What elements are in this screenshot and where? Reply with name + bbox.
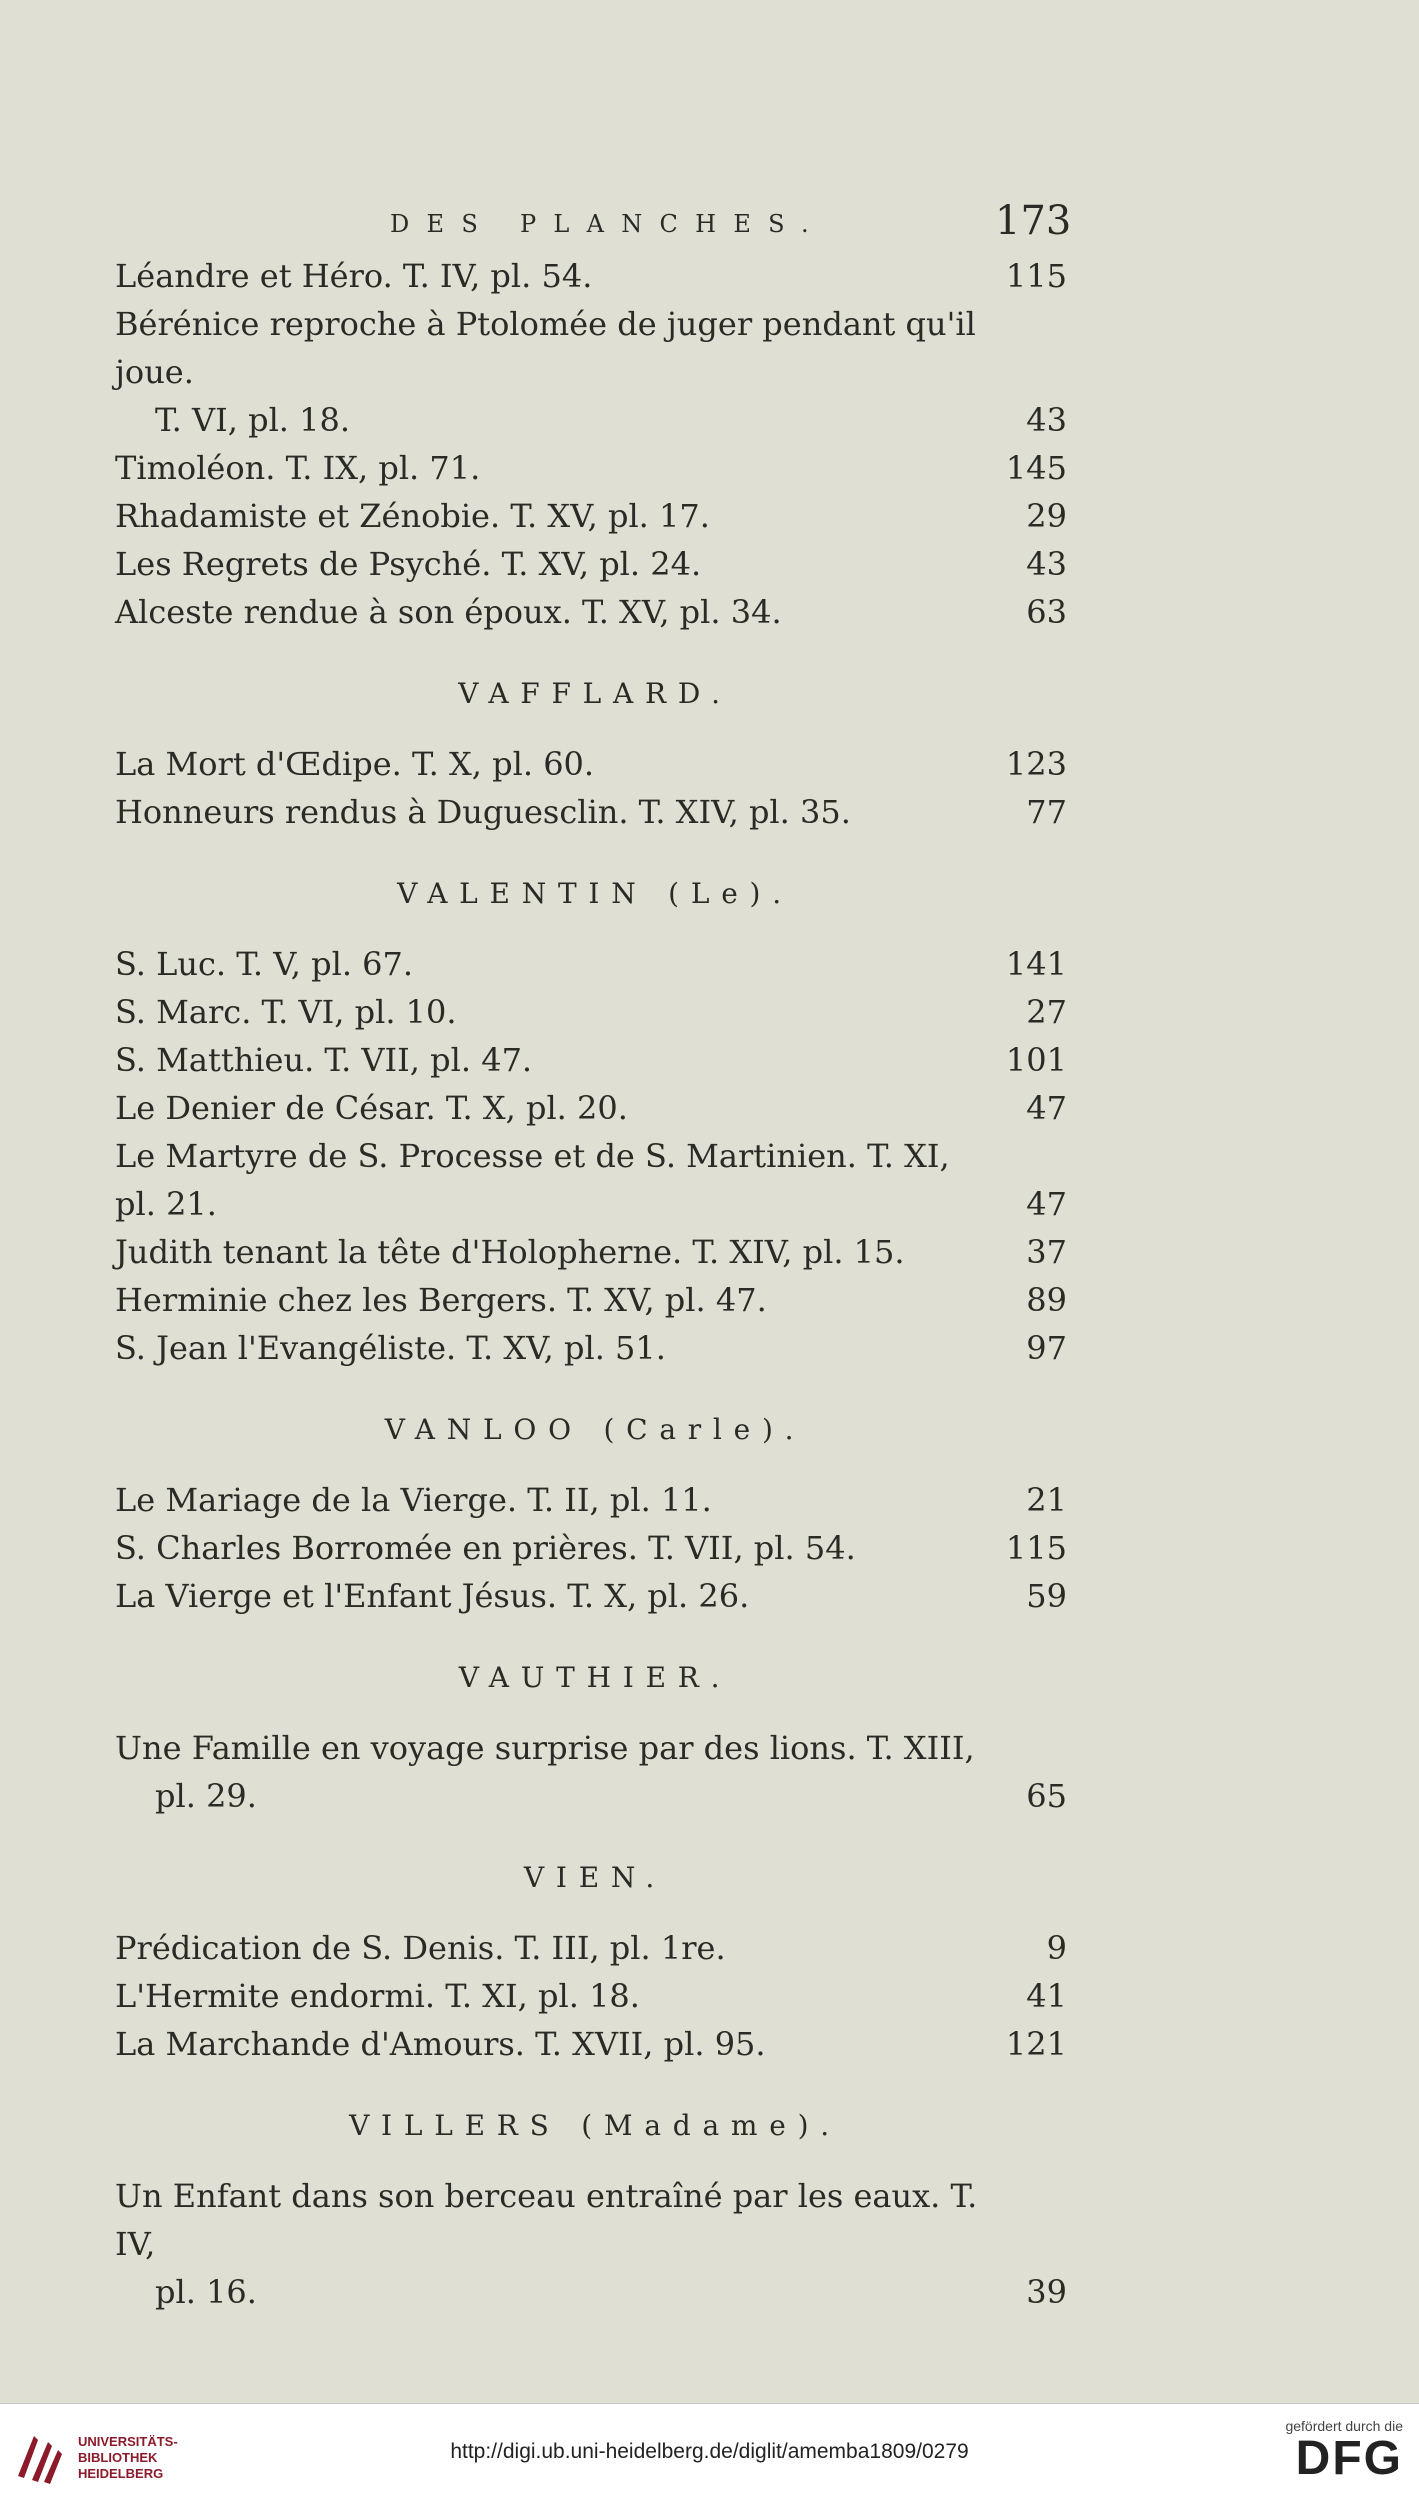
entry-title: La Vierge et l'Enfant Jésus. T. X, pl. 26. [115, 1577, 750, 1615]
entry-title: L'Hermite endormi. T. XI, pl. 18. [115, 1977, 640, 2015]
artist-heading: VIEN. [523, 1861, 667, 1894]
entry-page-number: 41 [1026, 1977, 1067, 2015]
entry-title: S. Luc. T. V, pl. 67. [115, 945, 414, 983]
sponsor-block [1285, 2418, 1403, 2484]
entry-page-number: 101 [1005, 1041, 1067, 1079]
index-entry [115, 1724, 1075, 1820]
entry-title: S. Matthieu. T. VII, pl. 47. [115, 1041, 533, 1079]
entry-title: Rhadamiste et Zénobie. T. XV, pl. 17. [115, 497, 710, 535]
entry-title: Timoléon. T. IX, pl. 71. [115, 449, 481, 487]
entry-page-number: 21 [1026, 1481, 1067, 1519]
entry-page-number: 115 [1005, 1529, 1067, 1567]
entry-title: Le Denier de César. T. X, pl. 20. [115, 1089, 628, 1127]
entry-title: Prédication de S. Denis. T. III, pl. 1re. [115, 1929, 726, 1967]
viewer-footer [0, 2403, 1419, 2504]
entry-page-number: 37 [1026, 1233, 1067, 1271]
index-entry [115, 988, 1075, 1036]
artist-heading: VANLOO (Carle). [384, 1413, 806, 1446]
entry-title: Bérénice reproche à Ptolomée de juger pendant qu'il joue. [115, 305, 976, 391]
entry-continuation: pl. 29. [155, 1777, 257, 1815]
entry-title: Le Martyre de S. Processe et de S. Martinien. T. XI, pl. 21. [115, 1137, 950, 1223]
entry-page-number: 65 [1026, 1777, 1067, 1815]
entry-continuation: pl. 16. [155, 2273, 257, 2311]
entry-title: S. Jean l'Evangéliste. T. XV, pl. 51. [115, 1329, 666, 1367]
index-entry [115, 1036, 1075, 1084]
entry-page-number: 27 [1026, 993, 1067, 1031]
index-entry [115, 1476, 1075, 1524]
entry-title: Une Famille en voyage surprise par des lions. T. XIII, [115, 1729, 975, 1767]
index-entry [115, 1972, 1075, 2020]
entry-title: La Mort d'Œdipe. T. X, pl. 60. [115, 745, 595, 783]
index-list [115, 252, 1075, 2316]
artist-heading: VALENTIN (Le). [397, 877, 793, 910]
running-head [0, 198, 1419, 258]
entry-page-number: 47 [1026, 1185, 1067, 1223]
artist-heading: VAUTHIER. [458, 1661, 732, 1694]
page-number: 173 [995, 198, 1072, 244]
entry-page-number: 43 [1026, 401, 1067, 439]
entry-title: Judith tenant la tête d'Holopherne. T. XIV, pl. 15. [115, 1233, 905, 1271]
index-entry [115, 1572, 1075, 1620]
entry-title: La Marchande d'Amours. T. XVII, pl. 95. [115, 2025, 766, 2063]
entry-page-number: 145 [1005, 449, 1067, 487]
artist-heading: VILLERS (Madame). [349, 2109, 841, 2142]
index-entry [115, 444, 1075, 492]
entry-title: S. Marc. T. VI, pl. 10. [115, 993, 457, 1031]
entry-title: S. Charles Borromée en prières. T. VII, pl. 54. [115, 1529, 856, 1567]
index-entry [115, 492, 1075, 540]
index-entry [115, 252, 1075, 300]
entry-continuation: T. VI, pl. 18. [155, 401, 351, 439]
entry-page-number: 9 [1046, 1929, 1067, 1967]
permalink-url[interactable]: http://digi.ub.uni-heidelberg.de/diglit/amemba1809/0279 [450, 2440, 969, 2463]
index-entry [115, 1132, 1075, 1228]
index-entry [115, 788, 1075, 836]
running-head-title: DES PLANCHES. [390, 210, 826, 238]
entry-title: Honneurs rendus à Duguesclin. T. XIV, pl. 35. [115, 793, 851, 831]
dfg-logo[interactable]: DFG [1295, 2432, 1403, 2485]
sponsor-caption: gefördert durch die [1285, 2418, 1403, 2434]
index-entry [115, 1084, 1075, 1132]
entry-page-number: 121 [1005, 2025, 1067, 2063]
entry-page-number: 89 [1026, 1281, 1067, 1319]
entry-page-number: 47 [1026, 1089, 1067, 1127]
library-name: UNIVERSITÄTS- BIBLIOTHEK HEIDELBERG [78, 2434, 178, 2481]
index-entry [115, 1276, 1075, 1324]
entry-title: Léandre et Héro. T. IV, pl. 54. [115, 257, 593, 295]
entry-page-number: 97 [1026, 1329, 1067, 1367]
entry-title: Les Regrets de Psyché. T. XV, pl. 24. [115, 545, 702, 583]
entry-page-number: 115 [1005, 257, 1067, 295]
entry-page-number: 141 [1005, 945, 1067, 983]
index-entry [115, 588, 1075, 636]
index-entry [115, 300, 1075, 444]
index-entry [115, 740, 1075, 788]
entry-page-number: 43 [1026, 545, 1067, 583]
entry-page-number: 59 [1026, 1577, 1067, 1615]
entry-page-number: 29 [1026, 497, 1067, 535]
entry-title: Le Mariage de la Vierge. T. II, pl. 11. [115, 1481, 712, 1519]
index-entry [115, 2020, 1075, 2068]
entry-page-number: 39 [1026, 2273, 1067, 2311]
index-entry [115, 2172, 1075, 2316]
artist-heading: VAFFLARD. [458, 677, 732, 710]
index-entry [115, 1228, 1075, 1276]
entry-title: Un Enfant dans son berceau entraîné par les eaux. T. IV, [115, 2177, 978, 2263]
entry-page-number: 63 [1026, 593, 1067, 631]
entry-page-number: 77 [1026, 793, 1067, 831]
index-entry [115, 940, 1075, 988]
entry-title: Alceste rendue à son époux. T. XV, pl. 34. [115, 593, 782, 631]
index-entry [115, 1524, 1075, 1572]
entry-title: Herminie chez les Bergers. T. XV, pl. 47. [115, 1281, 767, 1319]
index-entry [115, 1924, 1075, 1972]
index-entry [115, 1324, 1075, 1372]
entry-page-number: 123 [1005, 745, 1067, 783]
index-entry [115, 540, 1075, 588]
